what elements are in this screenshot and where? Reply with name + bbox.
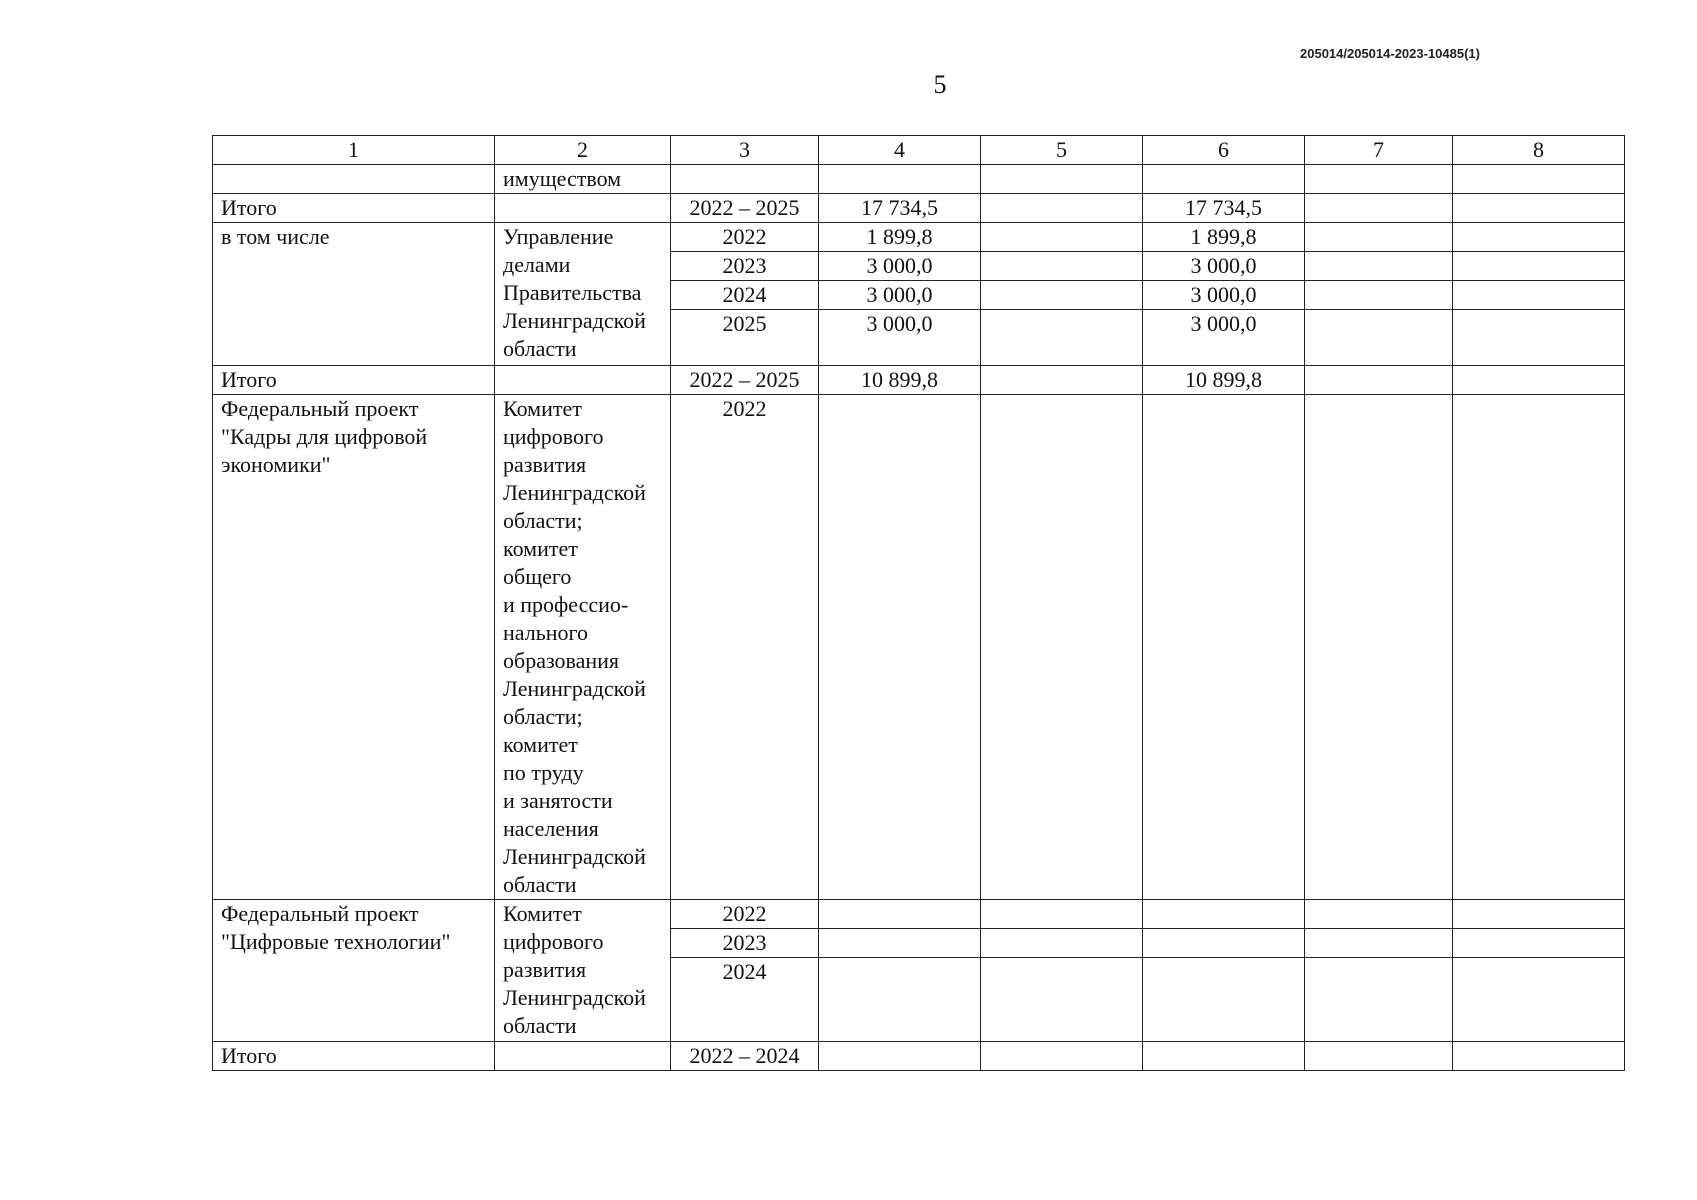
table-cell: 17 734,5 (819, 194, 981, 223)
table-cell: 2022 (671, 900, 819, 929)
table-cell (495, 194, 671, 223)
table-cell: 2023 (671, 929, 819, 958)
cell-line: Федеральный проект (221, 396, 419, 421)
table-cell: 2022 – 2025 (671, 366, 819, 395)
table-cell (495, 223, 671, 366)
column-header: 7 (1305, 136, 1453, 165)
table-cell (1143, 958, 1305, 1042)
table-row (213, 900, 1625, 929)
cell-line: области (503, 1013, 577, 1038)
table-cell (213, 165, 495, 194)
table-cell (1305, 395, 1453, 900)
table-cell: 10 899,8 (1143, 366, 1305, 395)
table-cell: в том числе (213, 223, 495, 366)
table-cell (819, 1042, 981, 1071)
table-cell (1453, 194, 1625, 223)
table-cell (1305, 1042, 1453, 1071)
table-cell (1453, 223, 1625, 252)
cell-line: Комитет (503, 901, 582, 926)
cell-line: Ленинградской (503, 308, 646, 333)
table-row (213, 223, 1625, 252)
table-cell: Итого (213, 366, 495, 395)
table-cell: 3 000,0 (819, 281, 981, 310)
cell-line: общего (503, 564, 572, 589)
cell-line: развития (503, 452, 587, 477)
table-cell (671, 165, 819, 194)
table-cell (981, 395, 1143, 900)
table-cell (1143, 395, 1305, 900)
cell-line: нального (503, 620, 588, 645)
document-id: 205014/205014-2023-10485(1) (1300, 46, 1480, 61)
table-cell (1453, 1042, 1625, 1071)
cell-line: экономики" (221, 452, 331, 477)
table-cell: 2024 (671, 281, 819, 310)
table-cell (981, 366, 1143, 395)
table-cell (1305, 958, 1453, 1042)
table-cell: 2024 (671, 958, 819, 1042)
cell-line: делами (503, 252, 571, 277)
table-cell (1453, 395, 1625, 900)
cell-line: комитет (503, 536, 578, 561)
table-cell (1305, 194, 1453, 223)
table-cell (495, 366, 671, 395)
cell-line: Правительства (503, 280, 642, 305)
cell-line: области (503, 336, 577, 361)
column-header: 2 (495, 136, 671, 165)
table-cell: 2022 – 2025 (671, 194, 819, 223)
table-row-total (213, 1042, 1625, 1071)
table-cell (1305, 165, 1453, 194)
cell-line: "Кадры для цифровой (221, 424, 428, 449)
table-cell (1453, 252, 1625, 281)
table-cell (819, 165, 981, 194)
table-cell (1453, 310, 1625, 366)
cell-line: комитет (503, 732, 578, 757)
table-cell: 2023 (671, 252, 819, 281)
column-header: 3 (671, 136, 819, 165)
table-cell (819, 395, 981, 900)
cell-line: Ленинградской (503, 480, 646, 505)
table-row-total (213, 366, 1625, 395)
table-cell (1453, 958, 1625, 1042)
table-cell: 2022 (671, 223, 819, 252)
cell-line: Федеральный проект (221, 901, 419, 926)
table-cell (981, 252, 1143, 281)
column-header: 5 (981, 136, 1143, 165)
table-cell (981, 900, 1143, 929)
table-cell (495, 900, 671, 1042)
table-cell: 2022 – 2024 (671, 1042, 819, 1071)
table-cell (1143, 900, 1305, 929)
column-header: 8 (1453, 136, 1625, 165)
table-cell (1143, 929, 1305, 958)
table-cell (1453, 366, 1625, 395)
cell-line: области; (503, 704, 583, 729)
table-cell (1453, 165, 1625, 194)
table-cell (213, 395, 495, 900)
table-cell: 3 000,0 (819, 252, 981, 281)
table-cell (981, 958, 1143, 1042)
table-cell: 2022 (671, 395, 819, 900)
table-cell (495, 395, 671, 900)
table-cell (981, 929, 1143, 958)
table-cell (981, 194, 1143, 223)
cell-line: области; (503, 508, 583, 533)
table-cell (981, 1042, 1143, 1071)
cell-line: Комитет (503, 396, 582, 421)
table-cell (1305, 366, 1453, 395)
table-cell (1453, 900, 1625, 929)
table-cell (981, 223, 1143, 252)
table-cell: Итого (213, 1042, 495, 1071)
cell-line: Ленинградской (503, 676, 646, 701)
table-row (213, 395, 1625, 900)
cell-line: по труду (503, 760, 584, 785)
table-cell: 3 000,0 (1143, 281, 1305, 310)
table-cell (1143, 1042, 1305, 1071)
cell-line: образования (503, 648, 620, 673)
table-cell (981, 281, 1143, 310)
budget-table (212, 135, 1624, 1071)
table-cell: 1 899,8 (819, 223, 981, 252)
cell-line: населения (503, 816, 599, 841)
table-cell (981, 310, 1143, 366)
table-cell (1305, 310, 1453, 366)
cell-line: и профессио- (503, 592, 629, 617)
cell-line: Ленинградской (503, 844, 646, 869)
cell-line: области (503, 872, 577, 897)
table-cell: 3 000,0 (819, 310, 981, 366)
table-cell (1305, 929, 1453, 958)
cell-line: развития (503, 957, 587, 982)
table-cell (1143, 165, 1305, 194)
page-number: 5 (933, 70, 947, 99)
cell-line: Ленинградской (503, 985, 646, 1010)
table-cell (495, 1042, 671, 1071)
table-cell (1453, 281, 1625, 310)
table-cell: 1 899,8 (1143, 223, 1305, 252)
table-cell: 10 899,8 (819, 366, 981, 395)
table-cell (981, 165, 1143, 194)
table-cell (213, 900, 495, 1042)
table-header-row (213, 136, 1625, 165)
table-cell (1305, 900, 1453, 929)
table-cell: 3 000,0 (1143, 310, 1305, 366)
cell-line: "Цифровые технологии" (221, 929, 451, 954)
table-cell: имуществом (495, 165, 671, 194)
cell-line: цифрового (503, 929, 604, 954)
table-row (213, 165, 1625, 194)
table-cell (819, 929, 981, 958)
column-header: 1 (213, 136, 495, 165)
cell-line: и занятости (503, 788, 613, 813)
table-cell (1305, 252, 1453, 281)
table-cell (1305, 281, 1453, 310)
cell-line: Управление (503, 224, 614, 249)
table-cell: 2025 (671, 310, 819, 366)
table-row-total (213, 194, 1625, 223)
table-cell: 17 734,5 (1143, 194, 1305, 223)
table-cell: Итого (213, 194, 495, 223)
table-cell (819, 900, 981, 929)
cell-line: цифрового (503, 424, 604, 449)
table-cell (819, 958, 981, 1042)
table-cell (1453, 929, 1625, 958)
column-header: 4 (819, 136, 981, 165)
table-cell (1305, 223, 1453, 252)
column-header: 6 (1143, 136, 1305, 165)
table-cell: 3 000,0 (1143, 252, 1305, 281)
